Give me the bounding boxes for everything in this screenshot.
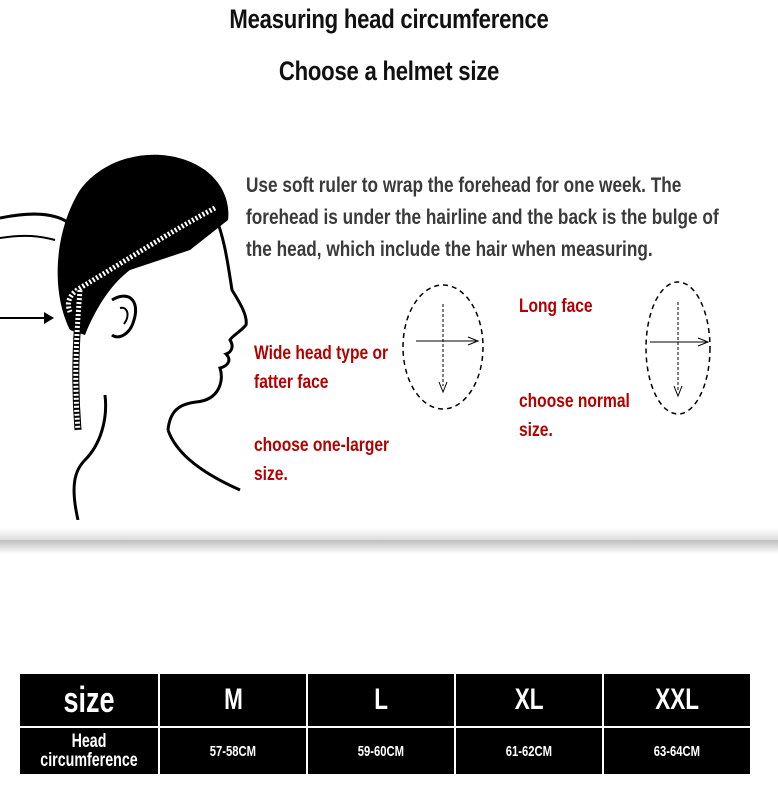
size-chart	[18, 672, 752, 776]
circumference-cell: 59-60CM	[308, 728, 454, 774]
size-cell: XXL	[604, 674, 750, 726]
head-illustration	[0, 140, 260, 520]
size-header: size	[20, 674, 158, 726]
long-face-label: Long face	[519, 296, 593, 317]
circumference-header: Head circumference	[20, 728, 158, 774]
wide-face-label: Wide head type or fatter face	[254, 343, 389, 393]
circumference-cell: 57-58CM	[160, 728, 306, 774]
page-title: Measuring head circumference	[229, 4, 549, 34]
divider-shadow	[0, 540, 778, 554]
size-cell: XL	[456, 674, 602, 726]
measuring-instructions: Use soft ruler to wrap the forehead for one week. The forehead is under the hairline and the back is the bulge of the head, which include the hair when measuring.	[246, 174, 719, 261]
long-face-advice: choose normal size.	[519, 391, 630, 441]
circumference-cell: 63-64CM	[604, 728, 750, 774]
wide-face-advice: choose one-larger size.	[254, 435, 390, 485]
size-cell: L	[308, 674, 454, 726]
wide-face-diagram	[398, 282, 488, 412]
divider	[0, 528, 778, 540]
page-subtitle: Choose a helmet size	[278, 56, 500, 86]
circumference-row	[20, 728, 750, 774]
long-face-diagram	[638, 278, 718, 418]
size-row	[20, 674, 750, 726]
size-cell: M	[160, 674, 306, 726]
circumference-cell: 61-62CM	[456, 728, 602, 774]
